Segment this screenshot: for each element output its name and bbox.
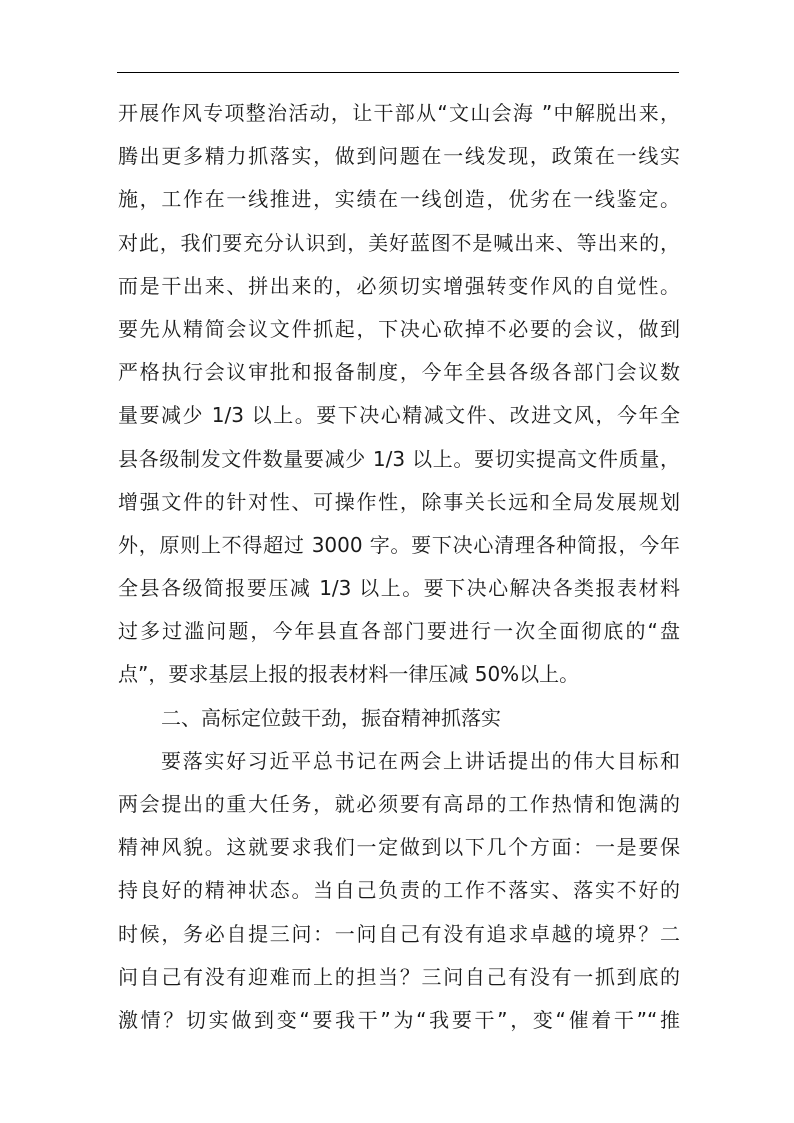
text-line: 增强文件的针对性、可操作性，除事关长远和全局发展规划 bbox=[118, 489, 680, 514]
document-body bbox=[118, 92, 680, 1042]
text-line: 而是干出来、拼出来的，必须切实增强转变作风的自觉性。 bbox=[118, 273, 680, 298]
text-line: 要落实好习近平总书记在两会上讲话提出的伟大目标和 bbox=[161, 748, 680, 773]
text-line: 过多过滥问题，今年县直各部门要进行一次全面彻底的“盘 bbox=[118, 619, 680, 644]
text-line: 开展作风专项整治活动，让干部从“文山会海 ”中解脱出来， bbox=[118, 101, 680, 125]
text-line: 问自己有没有迎难而上的担当？三问自己有没有一抓到底的 bbox=[118, 964, 680, 989]
text-line: 激情？切实做到变“要我干”为“我要干”，变“催着干”“推 bbox=[118, 1007, 680, 1032]
text-line: 持良好的精神状态。当自己负责的工作不落实、落实不好的 bbox=[118, 878, 680, 903]
text-line: 县各级制发文件数量要减少 1/3 以上。要切实提高文件质量， bbox=[118, 446, 680, 471]
text-line: 量要减少 1/3 以上。要下决心精减文件、改进文风，今年全 bbox=[118, 403, 680, 428]
text-line: 精神风貌。这就要求我们一定做到以下几个方面：一是要保 bbox=[118, 835, 680, 860]
text-line: 对此，我们要充分认识到，美好蓝图不是喊出来、等出来的， bbox=[118, 230, 680, 255]
text-line: 严格执行会议审批和报备制度，今年全县各级各部门会议数 bbox=[118, 360, 680, 385]
text-line: 腾出更多精力抓落实，做到问题在一线发现，政策在一线实 bbox=[118, 144, 680, 169]
text-line: 时候，务必自提三问：一问自己有没有追求卓越的境界？二 bbox=[118, 921, 680, 946]
text-line: 外，原则上不得超过 3000 字。要下决心清理各种简报，今年 bbox=[118, 532, 680, 557]
text-line: 要先从精简会议文件抓起，下决心砍掉不必要的会议，做到 bbox=[118, 316, 680, 341]
text-line: 全县各级简报要压减 1/3 以上。要下决心解决各类报表材料 bbox=[118, 576, 680, 601]
section-heading: 二、高标定位鼓干劲，振奋精神抓落实 bbox=[161, 705, 501, 730]
text-line: 施，工作在一线推进，实绩在一线创造，优劣在一线鉴定。 bbox=[118, 187, 680, 212]
text-line: 两会提出的重大任务，就必须要有高昂的工作热情和饱满的 bbox=[118, 792, 680, 816]
text-line: 点”，要求基层上报的报表材料一律压减 50%以上。 bbox=[118, 662, 580, 687]
header-rule bbox=[117, 72, 679, 73]
